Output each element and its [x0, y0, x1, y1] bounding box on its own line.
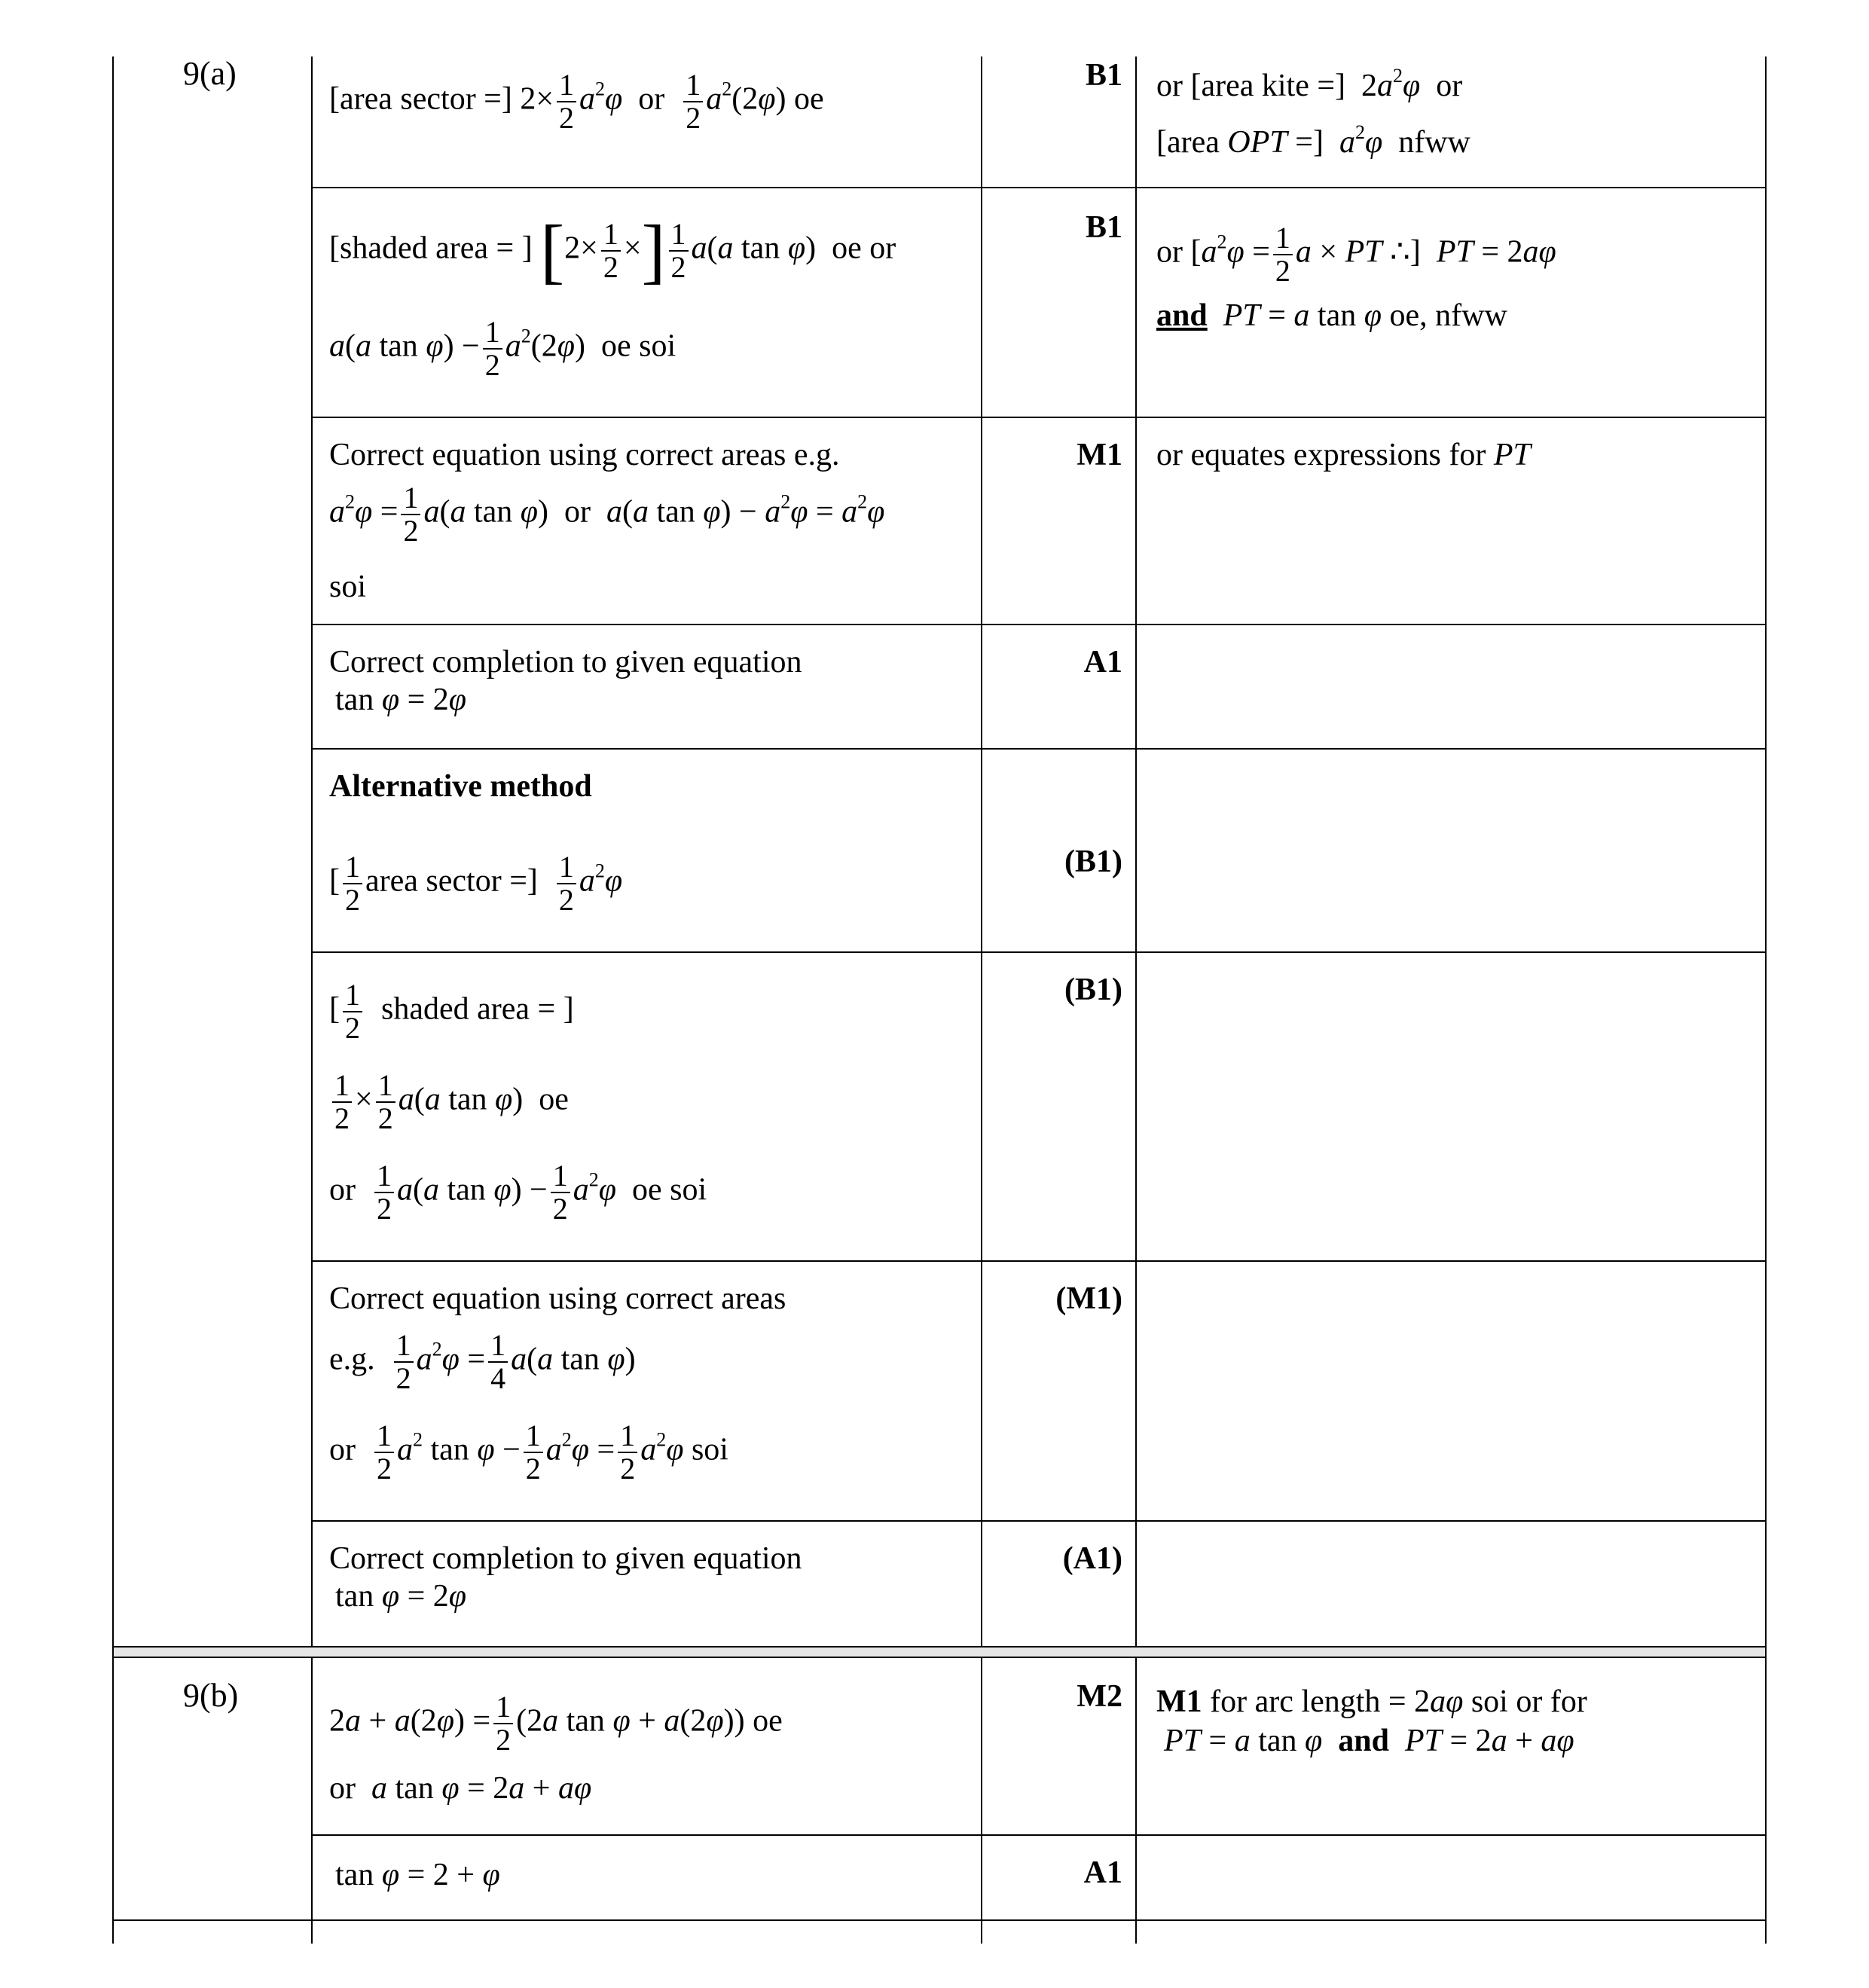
mark-a1: A1 [1083, 1855, 1122, 1890]
mark-b1: B1 [1085, 210, 1122, 245]
row-divider [311, 624, 1767, 625]
mark-b1: B1 [1085, 58, 1122, 93]
answer-row-5: [ $\frac{1}{2}$ area sector =] $\frac{1}{2}$ $a^2\varphi$ [329, 850, 623, 917]
guidance-row-1: or [area kite =] $2a^2\varphi$ or [1156, 65, 1463, 103]
answer-row-9: or a tan φ = 2a + aφ [329, 1771, 592, 1806]
row-divider [311, 187, 1767, 188]
section-divider-band [114, 1648, 1765, 1657]
mark-m1-alt: (M1) [1055, 1281, 1122, 1316]
answer-row-8: tan φ = 2φ [335, 1579, 466, 1614]
answer-row-7: or $\frac{1}{2}$ $a^2$ tan φ − $\frac{1}{2}$ $a^2\varphi$ = $\frac{1}{2}$ $a^2\varphi$ soi [329, 1418, 728, 1486]
answer-row-2: a(a tan φ) − $\frac{1}{2}$ $a^2(2\varphi)$ oe soi [329, 315, 676, 382]
row-divider [311, 748, 1767, 750]
column-divider-answer [981, 56, 982, 1944]
answer-row-3: Correct equation using correct areas e.g. [329, 438, 840, 472]
row-divider [311, 1520, 1767, 1522]
alternative-method-heading: Alternative method [329, 769, 592, 804]
guidance-row-9: PT = a tan φ and PT = 2a + aφ [1164, 1724, 1574, 1758]
answer-row-6: [ $\frac{1}{2}$ shaded area = ] [329, 978, 574, 1045]
guidance-row-9: M1 for arc length = 2aφ soi or for [1156, 1684, 1587, 1719]
answer-row-10: tan φ = 2 + φ [335, 1858, 500, 1892]
column-divider-question [311, 56, 313, 1944]
question-label-9b: 9(b) [183, 1677, 239, 1714]
answer-row-3: $a^2\varphi$ = $\frac{1}{2}$ a(a tan φ) or a(a $\tan \varphi) - a^2\varphi = a^2\varphi$ [329, 481, 885, 548]
answer-row-4: Correct completion to given equation [329, 645, 802, 679]
table-border-left [112, 56, 114, 1944]
mark-a1: A1 [1083, 645, 1122, 679]
guidance-row-2: or [$a^2\varphi$ = $\frac{1}{2}$ a × PT ∴] PT = 2aφ [1156, 221, 1556, 288]
column-divider-marks [1135, 56, 1137, 1944]
mark-m2: M2 [1077, 1679, 1122, 1714]
guidance-row-1: [area OPT =] $a^2\varphi$ nfww [1156, 121, 1470, 160]
row-divider [311, 951, 1767, 953]
table-border-right [1765, 56, 1767, 1944]
row-divider [311, 417, 1767, 418]
section-divider [112, 1657, 1767, 1658]
answer-row-2: [shaded area = ] [2× $\frac{1}{2}$ ×] $\frac{1}{2}$ a(a tan φ) oe or [329, 209, 896, 291]
row-divider [311, 1834, 1767, 1836]
answer-row-7: e.g. $\frac{1}{2}$ $a^2\varphi$ = $\frac{1}{4}$ a(a tan φ) [329, 1328, 636, 1395]
guidance-row-2: and PT = a tan φ oe, nfww [1156, 298, 1507, 333]
mark-a1-alt: (A1) [1062, 1541, 1122, 1576]
mark-b1-alt: (B1) [1064, 844, 1122, 879]
answer-row-9: 2a + a(2φ) = $\frac{1}{2}$ (2a tan φ + a(2φ)) oe [329, 1690, 783, 1757]
answer-row-8: Correct completion to given equation [329, 1541, 802, 1576]
question-label-9a: 9(a) [183, 55, 237, 92]
row-divider [311, 1260, 1767, 1262]
mark-b1-alt: (B1) [1064, 973, 1122, 1007]
answer-row-6: $\frac{1}{2}$ × $\frac{1}{2}$ a(a tan φ) oe [329, 1070, 569, 1134]
answer-row-1: [area sector =] 2× $\frac{1}{2}$ $a^2\varphi$ or $\frac{1}{2}$ $a^2(2\varphi)$ oe [329, 68, 824, 135]
guidance-row-3: or equates expressions for PT [1156, 438, 1531, 472]
answer-row-3: soi [329, 570, 367, 604]
mark-m1: M1 [1077, 438, 1122, 472]
answer-row-4: tan φ = 2φ [335, 683, 466, 717]
answer-row-7: Correct equation using correct areas [329, 1281, 786, 1316]
table-bottom [112, 1919, 1767, 1921]
answer-row-6: or $\frac{1}{2}$ a(a tan φ) − $\frac{1}{2}$ $a^2\varphi$ oe soi [329, 1159, 707, 1226]
